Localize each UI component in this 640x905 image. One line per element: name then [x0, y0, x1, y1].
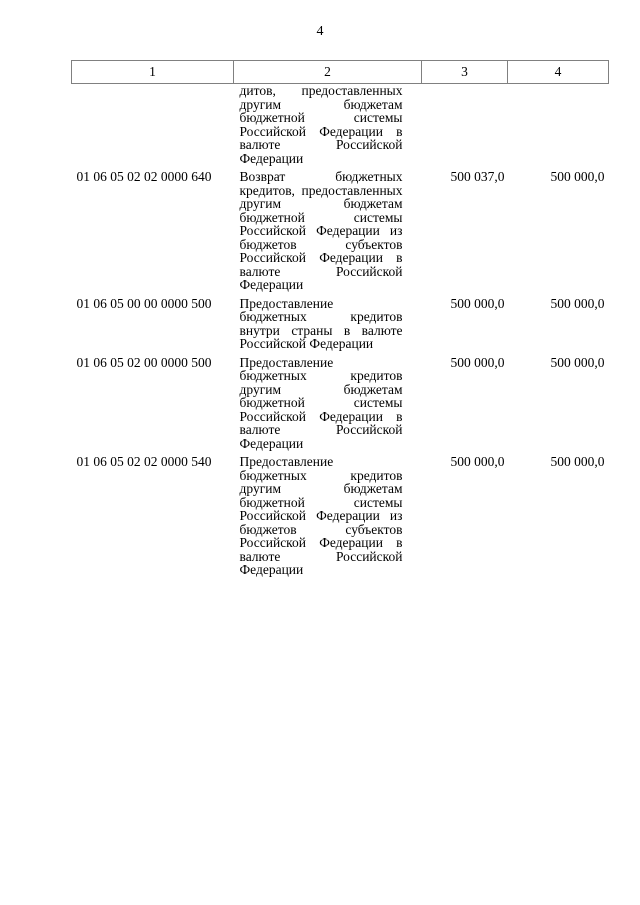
column-header-2: 2 [234, 61, 422, 84]
row-description: Предоставление бюджетных кредитов другим бюджетам бюджетной системы Российской Федерации из бюджетов субъектов Российской Федерации в валюте Российской Федерации [239, 454, 403, 577]
value-col-3: 500 000,0 [450, 454, 505, 469]
value-col-3: 500 000,0 [450, 295, 505, 311]
value-col-3 [422, 84, 508, 166]
value-col-4 [508, 84, 609, 166]
table-row [72, 351, 609, 451]
row-description: Предоставление бюджетных кредитов внутри страны в валюте Российской Федерации [239, 295, 403, 351]
table-header-row [72, 61, 609, 84]
row-description: Предоставление бюджетных кредитов другим бюджетам бюджетной системы Российской Федерации в валюте Российской Федерации [239, 354, 403, 451]
budget-code: 01 06 05 02 02 0000 540 [76, 454, 212, 469]
value-col-4: 500 000,0 [550, 454, 605, 469]
budget-code: 01 06 05 02 00 0000 500 [76, 354, 212, 370]
budget-code: 01 06 05 00 00 0000 500 [76, 295, 212, 311]
table-row [72, 450, 609, 577]
column-header-4: 4 [508, 61, 609, 84]
page-number: 4 [316, 24, 324, 39]
column-header-3: 3 [422, 61, 508, 84]
value-col-4: 500 000,0 [550, 295, 605, 311]
value-col-4: 500 000,0 [550, 354, 605, 370]
table-row [72, 292, 609, 351]
budget-code [72, 84, 234, 166]
budget-code: 01 06 05 02 02 0000 640 [76, 169, 212, 184]
budget-sources-table [71, 60, 609, 577]
table-row [72, 165, 609, 292]
value-col-3: 500 000,0 [450, 354, 505, 370]
value-col-4: 500 000,0 [550, 169, 605, 184]
table-row [72, 84, 609, 166]
row-description: дитов, предоставленных другим бюджетам бюджетной системы Российской Федерации в валюте Российской Федерации [239, 83, 403, 166]
value-col-3: 500 037,0 [450, 169, 505, 184]
column-header-1: 1 [72, 61, 234, 84]
row-description: Возврат бюджетных кредитов, предоставленных другим бюджетам бюджетной системы Российской Федерации из бюджетов субъектов Российской Федерации в валюте Российской Федерации [239, 169, 403, 292]
